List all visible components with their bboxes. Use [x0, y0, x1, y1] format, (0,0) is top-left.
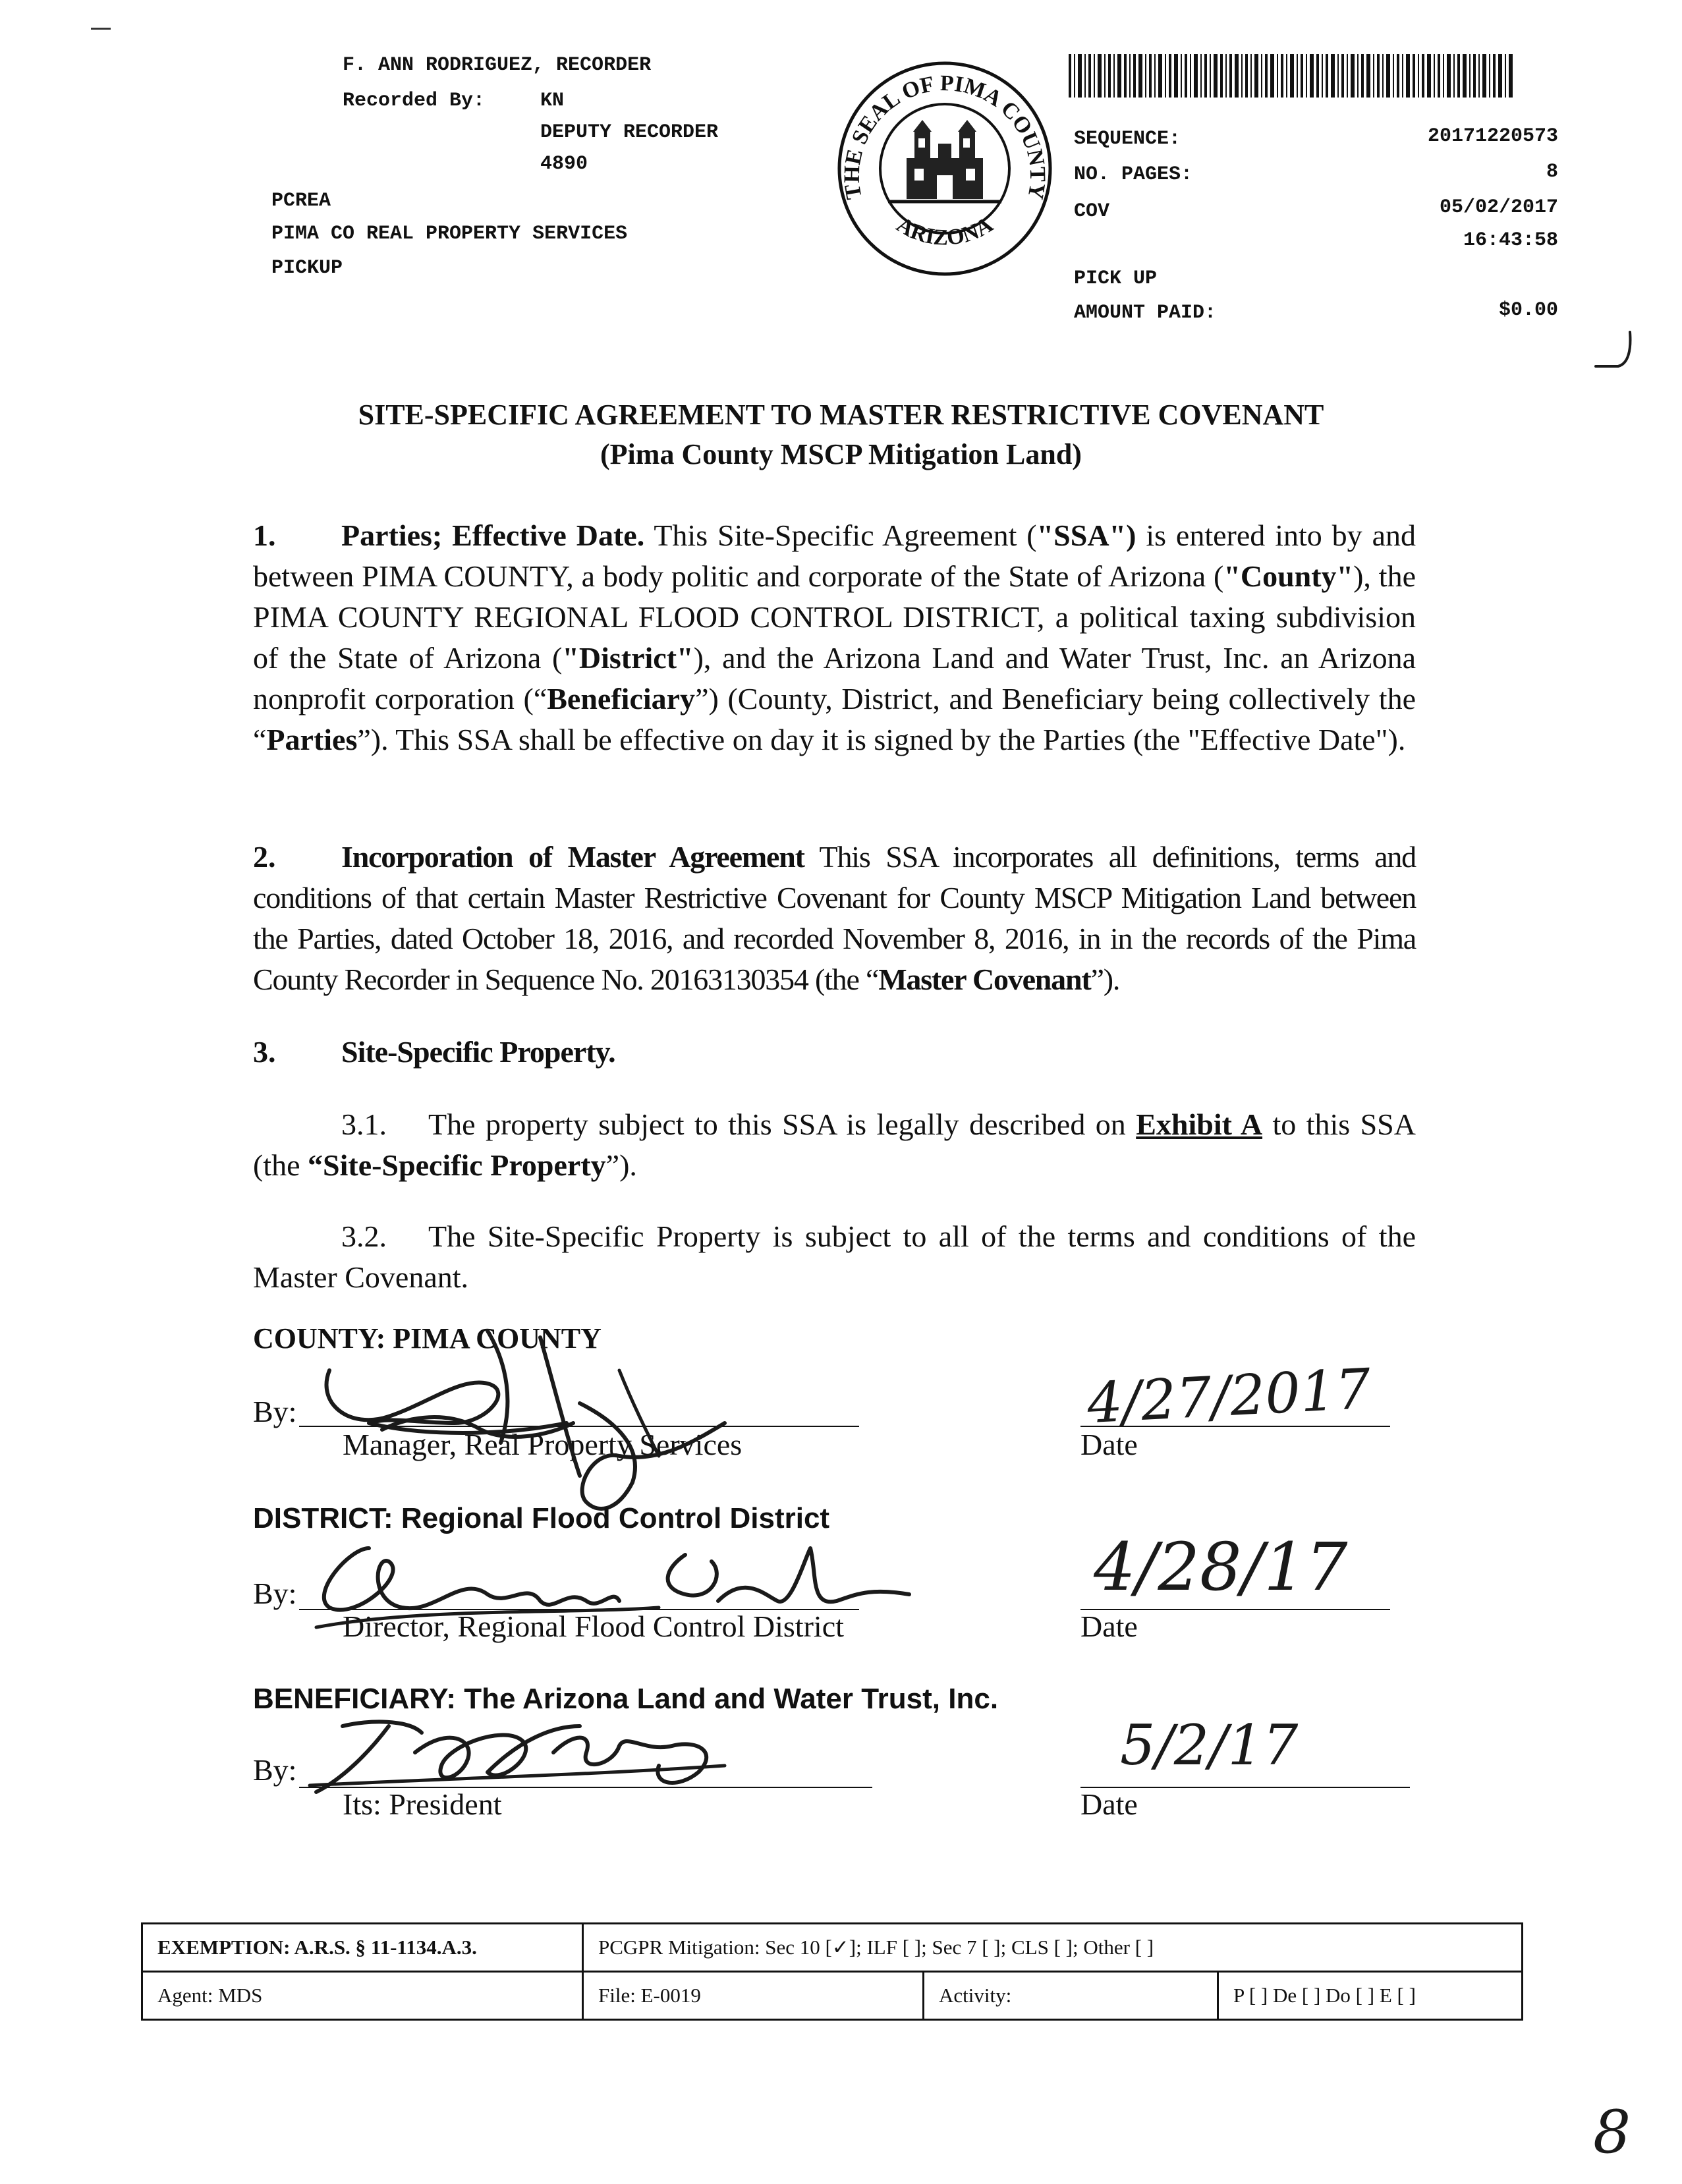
- district-date-label: Date: [1080, 1610, 1138, 1643]
- section-3-2-paragraph: [253, 1216, 1416, 1298]
- county-signer-title: Manager, Real Property Services: [343, 1428, 743, 1461]
- svg-text:THE SEAL OF PIMA COUNTY: THE SEAL OF PIMA COUNTY: [839, 71, 1050, 202]
- codes-cell: P [ ] De [ ] Do [ ] E [ ]: [1218, 1972, 1523, 2020]
- term-parties: Parties: [266, 723, 358, 756]
- county-seal-icon: [835, 59, 1054, 278]
- section-1-text: ”). This SSA shall be effective on day it is signed by the Parties (the "Effective Date").: [357, 723, 1406, 756]
- section-3-1-paragraph: [253, 1104, 1416, 1186]
- recorder-name: F. ANN RODRIGUEZ, RECORDER: [343, 54, 652, 76]
- section-3-1-number: 3.1.: [341, 1107, 387, 1141]
- section-3-number: 3.: [253, 1035, 276, 1069]
- section-1-text: ), the PIMA COUNTY REGIONAL FLOOD CONTROL DISTRICT, a political taxing subdivision of the State of Arizona (: [253, 559, 1416, 675]
- district-signature-header: DISTRICT: Regional Flood Control District: [253, 1502, 830, 1534]
- amount-label: AMOUNT PAID:: [1074, 302, 1217, 324]
- beneficiary-signature-header: BENEFICIARY: The Arizona Land and Water Trust, Inc.: [253, 1683, 999, 1715]
- county-signature-icon: [290, 1324, 751, 1522]
- section-2-text: This SSA incorporates all definitions, terms and conditions of that certain Master Restrictive Covenant for County MSCP Mitigation Land between the Parties, dated October 18, 2016, and recorded November 8, 2016, in in the records of the Pima County Recorder in Sequence No. 20163130354 (the “: [253, 840, 1416, 996]
- recorder-method: PICKUP: [271, 257, 343, 279]
- section-2-number: 2.: [253, 840, 276, 874]
- term-district: "District": [562, 641, 694, 675]
- section-2-text: ”).: [1090, 963, 1120, 996]
- sequence-label: SEQUENCE:: [1074, 128, 1181, 150]
- section-2-heading: Incorporation of Master Agreement: [341, 840, 804, 874]
- county-signature-header: COUNTY: PIMA COUNTY: [253, 1322, 602, 1355]
- agent-cell: Agent: MDS: [142, 1972, 583, 2020]
- district-by-label: By:: [253, 1577, 297, 1610]
- file-cell: File: E-0019: [583, 1972, 924, 2020]
- recording-time: 16:43:58: [1463, 229, 1558, 252]
- amount-value: $0.00: [1498, 299, 1558, 322]
- beneficiary-by-label: By:: [253, 1753, 297, 1787]
- section-3-1-text: ”).: [605, 1148, 637, 1182]
- recorded-by-value: KN: [540, 90, 565, 112]
- section-1-number: 1.: [253, 518, 276, 552]
- recorder-org: PIMA CO REAL PROPERTY SERVICES: [271, 223, 628, 245]
- recording-date: 05/02/2017: [1439, 196, 1558, 219]
- section-3-1-text: The property subject to this SSA is legally described on: [428, 1107, 1136, 1141]
- deputy-recorder: DEPUTY RECORDER: [540, 121, 719, 144]
- section-1-paragraph: [253, 515, 1416, 760]
- beneficiary-signature-icon: [303, 1713, 738, 1799]
- exemption-cell: EXEMPTION: A.R.S. § 11-1134.A.3.: [142, 1924, 583, 1972]
- section-3-heading: Site-Specific Property.: [341, 1035, 615, 1069]
- term-ssa: "SSA"): [1036, 518, 1136, 552]
- district-date-handwritten: 4/28/17: [1094, 1528, 1348, 1606]
- section-3-1-text: to this SSA (the: [253, 1107, 1416, 1182]
- sequence-value: 20171220573: [1427, 125, 1558, 148]
- mitigation-cell: PCGPR Mitigation: Sec 10 [✓]; ILF [ ]; Sec 7 [ ]; CLS [ ]; Other [ ]: [583, 1924, 1523, 1972]
- section-3-2-number: 3.2.: [341, 1219, 387, 1253]
- section-1-heading: Parties; Effective Date.: [341, 518, 645, 552]
- term-beneficiary: Beneficiary: [547, 682, 696, 715]
- section-3-2-text: The Site-Specific Property is subject to all of the terms and conditions of the Master Covenant.: [253, 1219, 1416, 1294]
- section-2-paragraph: [253, 837, 1416, 1000]
- section-1-text: ”) (County, District, and Beneficiary being collectively the “: [253, 682, 1416, 756]
- corner-dash: [91, 28, 111, 30]
- deputy-number: 4890: [540, 153, 588, 175]
- svg-text:ARIZONA: ARIZONA: [892, 212, 997, 250]
- district-signer-title: Director, Regional Flood Control District: [343, 1610, 844, 1643]
- county-by-label: By:: [253, 1395, 297, 1428]
- exhibit-a-link[interactable]: Exhibit A: [1136, 1107, 1263, 1141]
- beneficiary-date-handwritten: 5/2/17: [1120, 1713, 1299, 1778]
- section-1-text: ), and the Arizona Land and Water Trust, Inc. an Arizona nonprofit corporation (“: [253, 641, 1416, 715]
- exemption-table: [141, 1922, 1523, 2021]
- pickup-label: PICK UP: [1074, 267, 1158, 290]
- recorder-code: PCREA: [271, 190, 331, 212]
- term-county: "County": [1223, 559, 1354, 593]
- recorded-by-label: Recorded By:: [343, 90, 486, 112]
- term-site-specific-property: “Site-Specific Property: [308, 1148, 606, 1182]
- activity-cell: Activity:: [924, 1972, 1218, 2020]
- beneficiary-date-label: Date: [1080, 1787, 1138, 1821]
- section-1-text: This Site-Specific Agreement (: [644, 518, 1037, 552]
- term-master-covenant: Master Covenant: [878, 963, 1091, 996]
- pages-value: 8: [1546, 161, 1558, 183]
- page-mark-handwritten: 8: [1593, 2098, 1631, 2167]
- pages-label: NO. PAGES:: [1074, 163, 1193, 186]
- margin-mark-icon: [1592, 329, 1638, 373]
- beneficiary-signer-title: Its: President: [343, 1787, 502, 1821]
- district-signature-icon: [290, 1535, 936, 1647]
- county-date-handwritten: 4/27/2017: [1085, 1356, 1372, 1436]
- section-1-text: is entered into by and between PIMA COUNTY, a body politic and corporate of the State of Arizona (: [253, 518, 1416, 593]
- document-subtitle: (Pima County MSCP Mitigation Land): [600, 438, 1082, 470]
- document-type: COV: [1074, 200, 1110, 223]
- barcode-icon: [1069, 54, 1514, 98]
- county-date-label: Date: [1080, 1428, 1138, 1461]
- document-title: SITE-SPECIFIC AGREEMENT TO MASTER RESTRICTIVE COVENANT: [358, 399, 1324, 431]
